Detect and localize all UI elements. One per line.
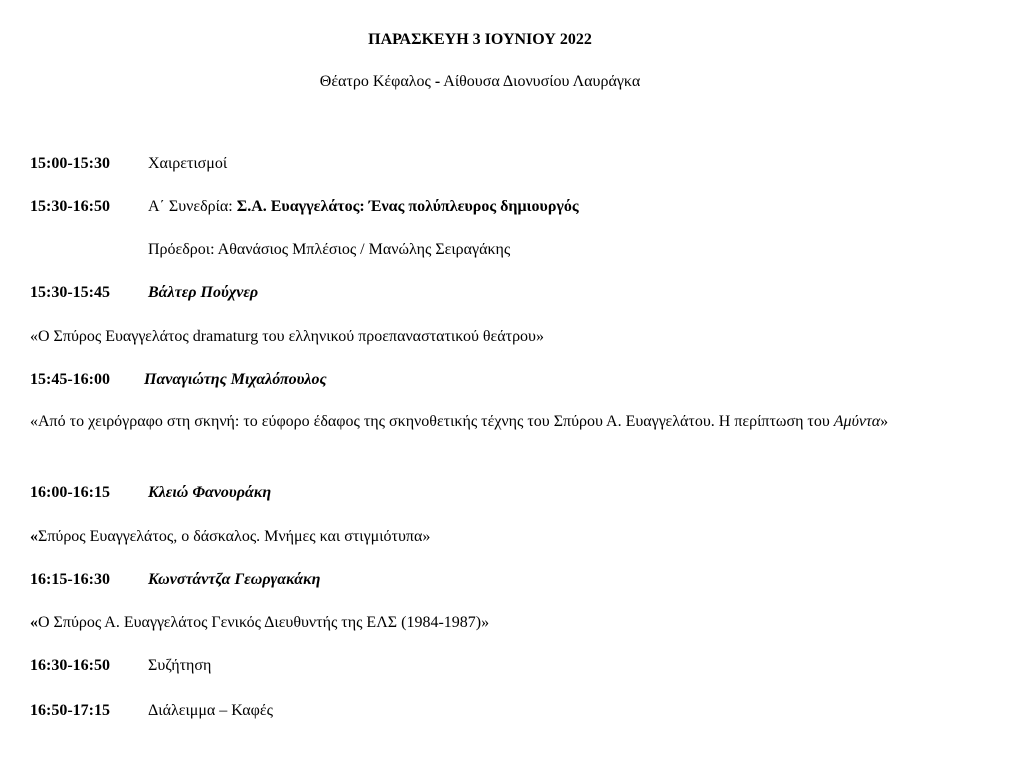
venue-hall: Αίθουσα Διονυσίου Λαυράγκα: [440, 73, 641, 90]
talk-title-text: «Από το χειρόγραφο στη σκηνή: το εύφορο έδαφος της σκηνοθετικής τέχνης του Σπύρου Α. Ευαγγελάτου. Η περίπτωση του: [30, 413, 834, 430]
session-prefix: Α΄ Συνεδρία:: [148, 198, 237, 215]
schedule-row-talk: [30, 484, 271, 502]
speaker-name: Κλειώ Φανουράκη: [148, 484, 272, 501]
talk-title: [30, 614, 489, 632]
session-text: Διάλειμμα – Καφές: [148, 702, 273, 719]
time-slot: 16:30-16:50: [30, 657, 110, 674]
schedule-row-talk: [30, 571, 320, 589]
talk-title: «Ο Σπύρος Ευαγγελάτος dramaturg του ελληνικού προεπαναστατικού θεάτρου»: [30, 328, 544, 345]
time-slot: 16:15-16:30: [30, 571, 110, 588]
schedule-row-talk: [30, 371, 327, 389]
session-text: Χαιρετισμοί: [148, 155, 228, 172]
talk-quote: «: [30, 528, 38, 545]
venue-name: Θέατρο Κέφαλος: [319, 73, 435, 90]
session-chairs: Πρόεδροι: Αθανάσιος Μπλέσιος / Μανώλης Σειραγάκης: [148, 241, 511, 258]
time-slot: 15:45-16:00: [30, 371, 110, 388]
time-slot: 15:30-16:50: [30, 198, 110, 215]
schedule-row-discussion: [30, 657, 211, 675]
time-slot: 16:00-16:15: [30, 484, 110, 501]
talk-title: [30, 528, 430, 546]
page-title: ΠΑΡΑΣΚΕΥΗ 3 ΙΟΥΝΙΟΥ 2022: [368, 31, 592, 48]
time-slot: 15:30-15:45: [30, 284, 110, 301]
time-slot: 16:50-17:15: [30, 702, 110, 719]
venue-line: [0, 73, 960, 91]
talk-title-text: Σπύρος Ευαγγελάτος, ο δάσκαλος. Μνήμες και στιγμιότυπα»: [38, 528, 431, 545]
talk-title-text: Ο Σπύρος Α. Ευαγγελάτος Γενικός Διευθυντής της ΕΛΣ (1984-1987)»: [38, 614, 490, 631]
session-title: Σ.Α. Ευαγγελάτος: Ένας πολύπλευρος δημιουργός: [236, 198, 579, 215]
venue-dash: -: [434, 73, 441, 90]
talk-title-end: »: [880, 413, 889, 430]
session-text: Συζήτηση: [148, 657, 212, 674]
speaker-name: Παναγιώτης Μιχαλόπουλος: [144, 371, 327, 388]
time-slot: 15:00-15:30: [30, 155, 110, 172]
talk-title-italic: Αμύντα: [833, 413, 881, 430]
speaker-name: Βάλτερ Πούχνερ: [148, 284, 259, 301]
talk-title: [30, 409, 940, 435]
schedule-row-session: [30, 198, 579, 216]
schedule-row-break: [30, 702, 273, 720]
speaker-name: Κωνστάντζα Γεωργακάκη: [148, 571, 321, 588]
talk-quote: «: [30, 614, 38, 631]
schedule-row-talk: [30, 284, 258, 302]
schedule-row-greetings: [30, 155, 227, 173]
